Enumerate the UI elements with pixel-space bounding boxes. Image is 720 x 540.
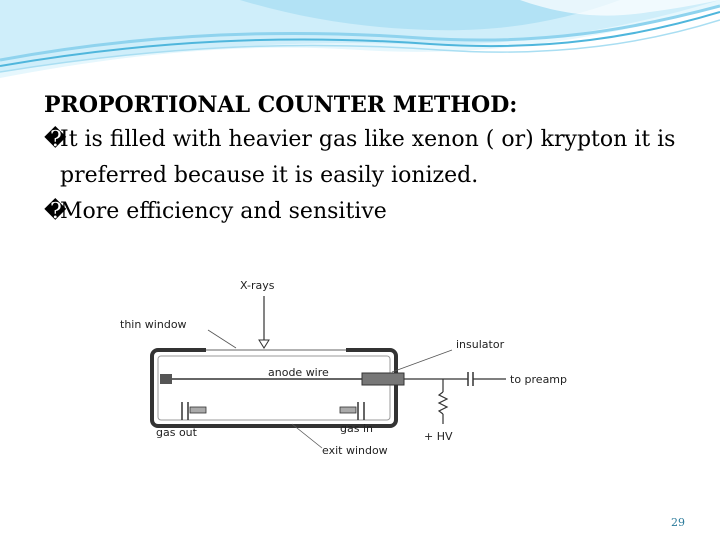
proportional-counter-diagram (96, 264, 606, 472)
label-thin-window: thin window (120, 318, 187, 331)
decorative-wave-header (0, 0, 720, 90)
insulator (362, 373, 404, 385)
bullet-text: It is filled with heavier gas like xenon ( or) krypton it is preferred because it is easily ionized. (60, 127, 676, 188)
xray-arrowhead (259, 340, 269, 348)
thin-window-pointer (208, 330, 236, 348)
slide-content (44, 90, 694, 230)
label-to-preamp: to preamp (510, 373, 568, 386)
label-xrays: X-rays (240, 279, 275, 292)
label-gas-out: gas out (156, 426, 197, 439)
label-gas-in: gas in (340, 422, 373, 435)
gas-out-fitting (190, 407, 206, 413)
label-exit-window: exit window (322, 444, 388, 457)
bullet-marker: � (44, 199, 67, 224)
label-insulator: insulator (456, 338, 505, 351)
bullet-item-1 (44, 122, 694, 194)
label-anode-wire: anode wire (268, 366, 329, 379)
page-number: 29 (671, 516, 685, 529)
anode-mount (160, 374, 172, 384)
bullet-marker: � (44, 127, 67, 152)
gas-in-fitting (340, 407, 356, 413)
insulator-pointer (392, 350, 452, 372)
slide-heading: PROPORTIONAL COUNTER METHOD: (44, 92, 518, 118)
resistor (439, 392, 447, 414)
label-hv: + HV (424, 430, 453, 443)
bullet-text: More efficiency and sensitive (60, 199, 387, 224)
bullet-item-2 (44, 194, 694, 230)
